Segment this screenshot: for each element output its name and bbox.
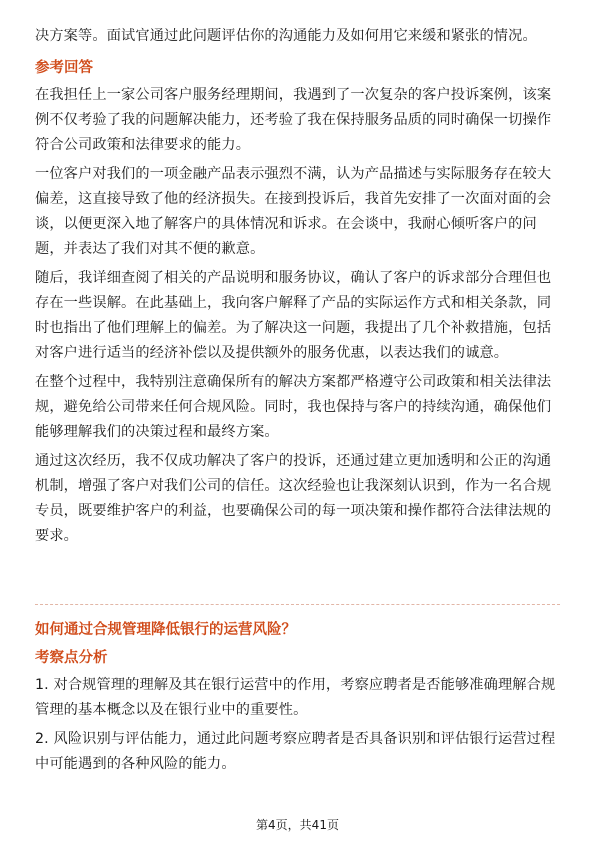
reference-answer-label: 参考回答 — [35, 60, 93, 76]
section-divider — [35, 604, 560, 605]
analysis-label: 考察点分析 — [35, 650, 108, 666]
analysis-point: 1. 对合规管理的理解及其在银行运营中的作用，考察应聘者是否能够准确理解合规管理的基本概念以及在银行业中的重要性。 — [35, 677, 556, 718]
question-title: 如何通过合规管理降低银行的运营风险？ — [35, 622, 296, 638]
page-number: 第4页，共41页 — [256, 818, 339, 832]
answer-paragraph: 在我担任上一家公司客户服务经理期间，我遇到了一次复杂的客户投诉案例，该案例不仅考验了我的问题解决能力，还考验了我在保持服务品质的同时确保一切操作符合公司政策和法律要求的能力。 — [35, 87, 552, 153]
answer-paragraph: 在整个过程中，我特别注意确保所有的解决方案都严格遵守公司政策和相关法律法规，避免给公司带来任何合规风险。同时，我也保持与客户的持续沟通，确保他们能够理解我们的决策过程和最终方案。 — [35, 374, 552, 440]
intro-tail-text: 决方案等。面试官通过此问题评估你的沟通能力及如何用它来缓和紧张的情况。 — [35, 28, 537, 44]
question-section — [35, 619, 565, 781]
answer-paragraph: 一位客户对我们的一项金融产品表示强烈不满，认为产品描述与实际服务存在较大偏差，这直接导致了他的经济损失。在接到投诉后，我首先安排了一次面对面的会谈，以便更深入地了解客户的具体情况和诉求。在会谈中，我耐心倾听客户的问题，并表达了我们对其不便的歉意。 — [35, 166, 552, 257]
answer-paragraph: 通过这次经历，我不仅成功解决了客户的投诉，还通过建立更加透明和公正的沟通机制，增强了客户对我们公司的信任。这次经验也让我深刻认识到，作为一名合规专员，既要维护客户的利益，也要确保公司的每一项决策和操作都符合法律法规的要求。 — [35, 453, 552, 544]
page-content — [35, 24, 565, 553]
answer-paragraph: 随后，我详细查阅了相关的产品说明和服务协议，确认了客户的诉求部分合理但也存在一些误解。在此基础上，我向客户解释了产品的实际运作方式和相关条款，同时也指出了他们理解上的偏差。为了解决这一问题，我提出了几个补救措施，包括对客户进行适当的经济补偿以及提供额外的服务优惠，以表达我们的诚意。 — [35, 270, 552, 361]
analysis-point: 2. 风险识别与评估能力，通过此问题考察应聘者是否具备识别和评估银行运营过程中可能遇到的各种风险的能力。 — [35, 731, 556, 772]
